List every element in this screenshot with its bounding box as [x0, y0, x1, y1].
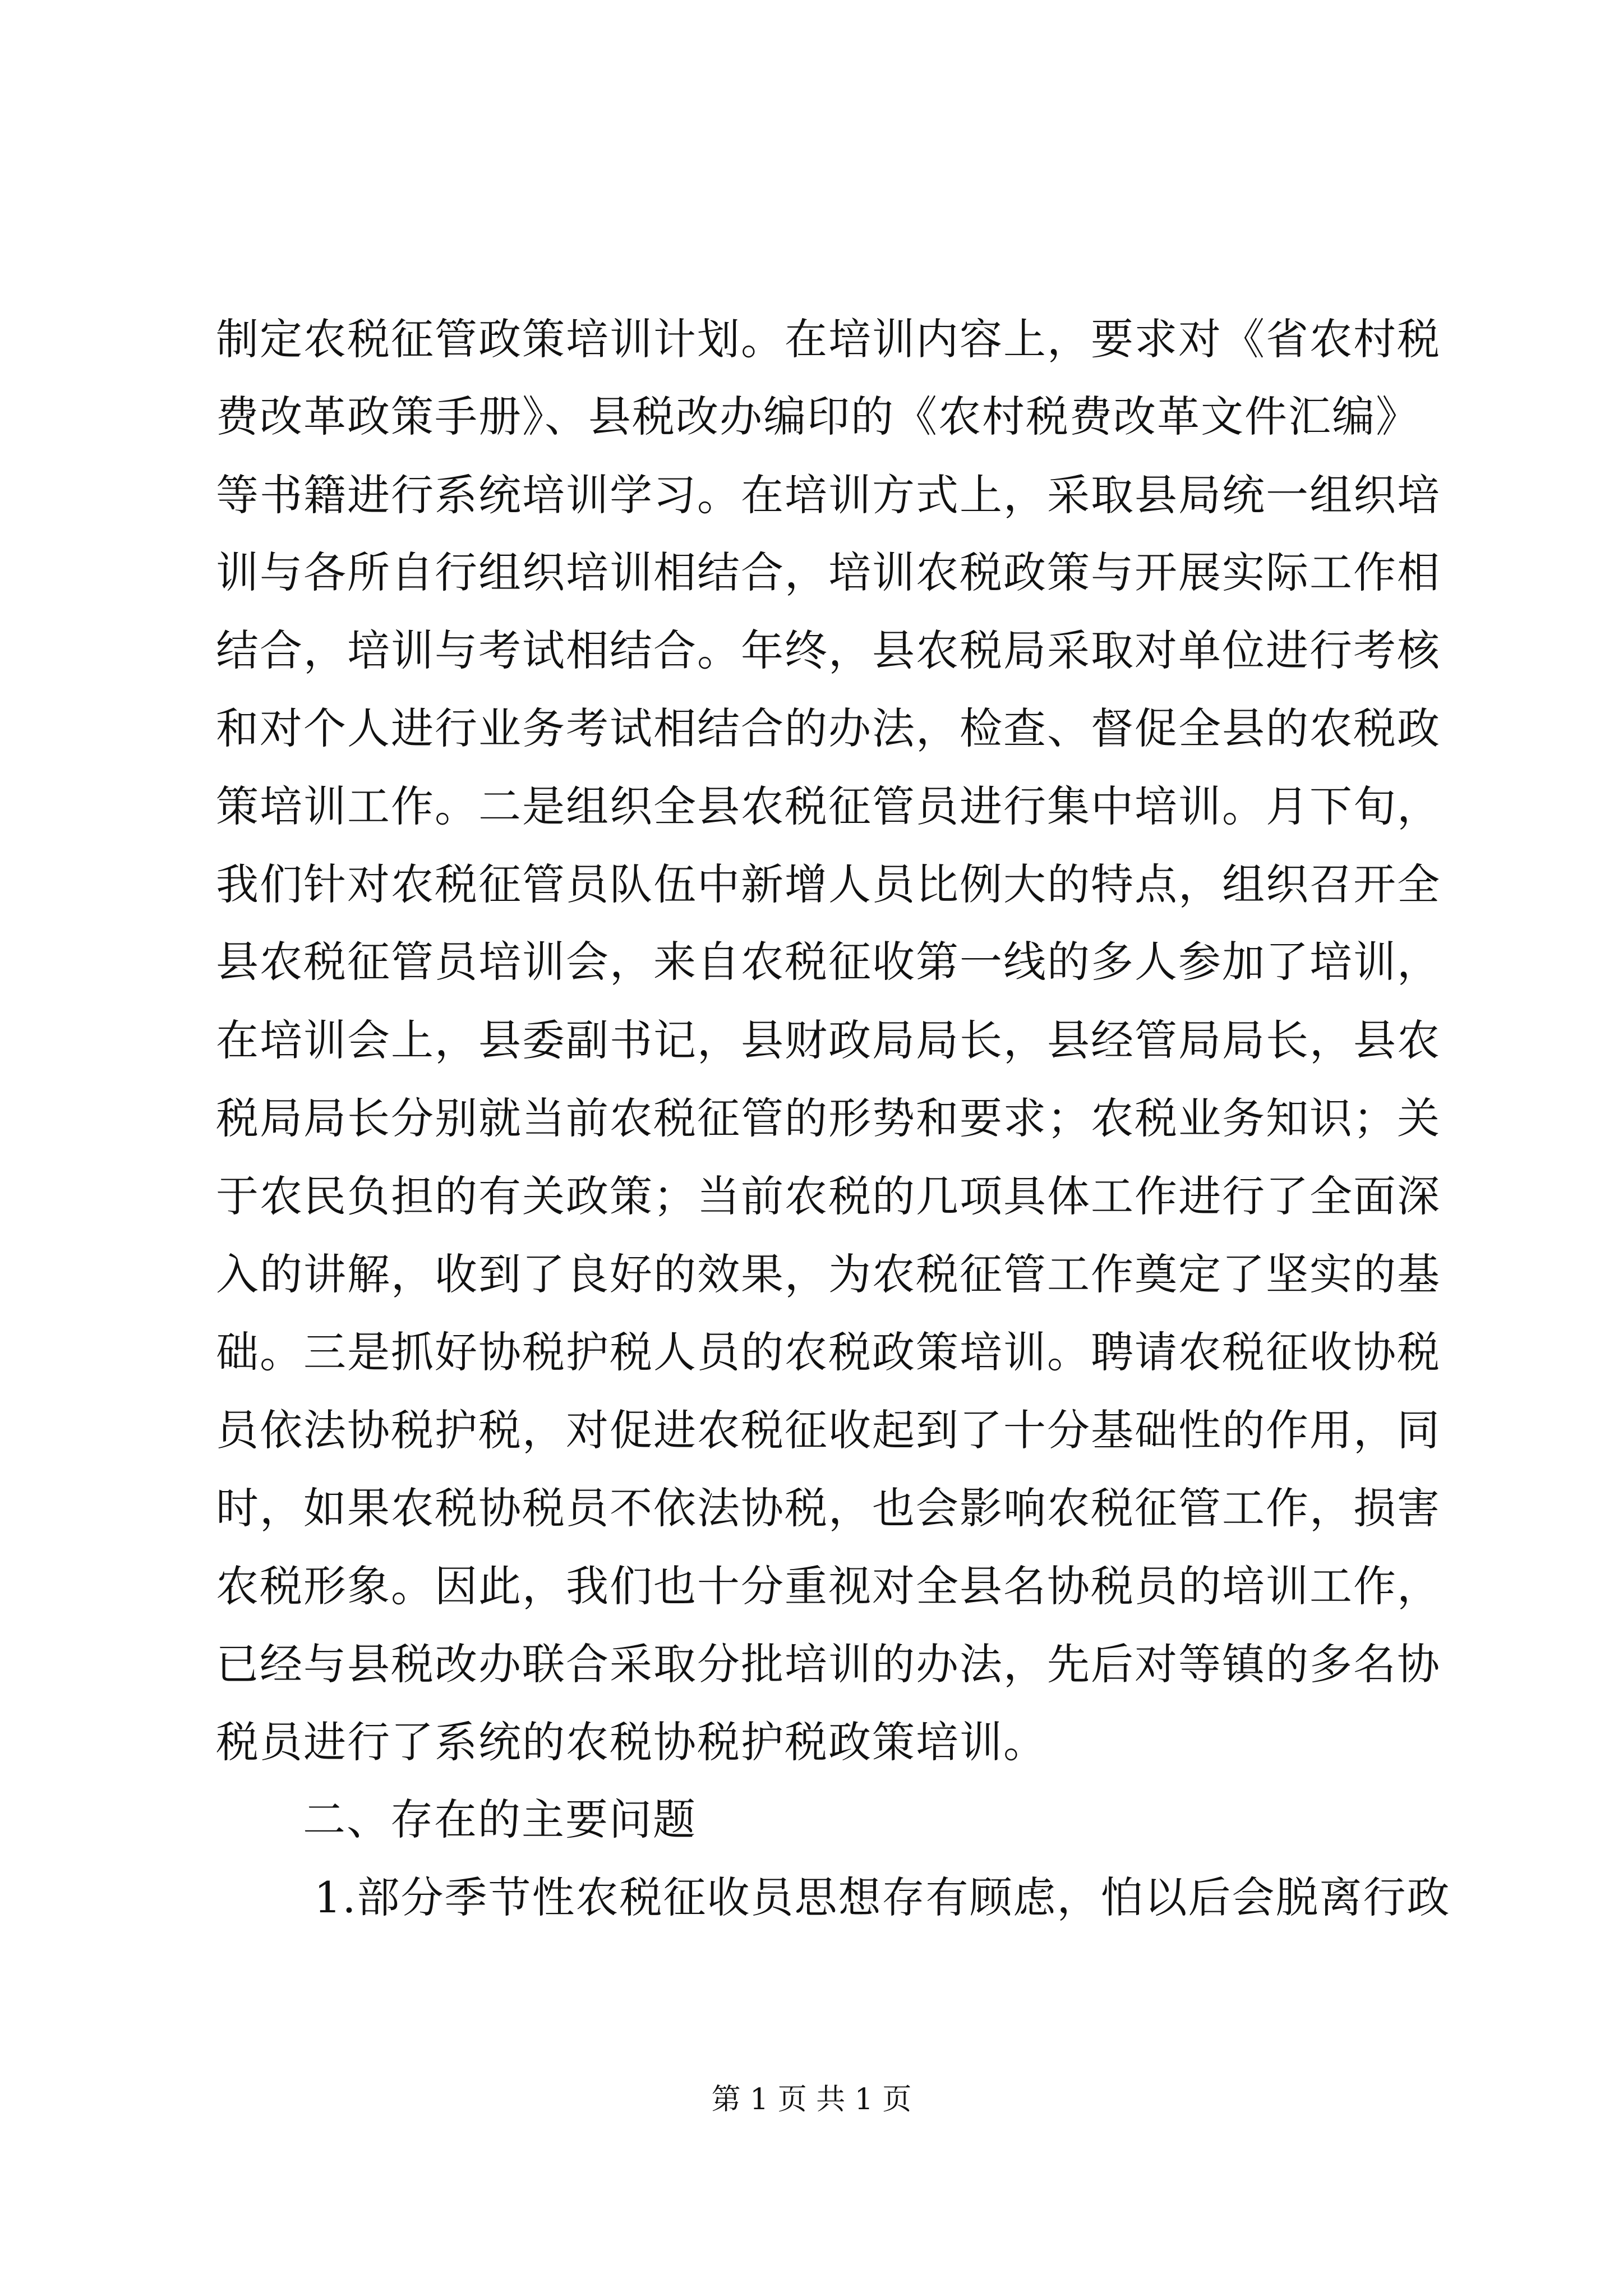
page-number-footer: 第 1 页 共 1 页 — [711, 2083, 912, 2116]
list-item-1: 1.部分季节性农税征收员思想存有顾虑，怕以后会脱离行政 — [314, 1872, 1451, 1922]
body-line: 入的讲解，收到了良好的效果，为农税征管工作奠定了坚实的基 — [216, 1249, 1441, 1299]
body-line: 费改革政策手册》、县税改办编印的《农村税费改革文件汇编》 — [216, 392, 1419, 441]
body-line: 础。三是抓好协税护税人员的农税政策培训。聘请农税征收协税 — [216, 1327, 1441, 1377]
body-line: 等书籍进行系统培训学习。在培训方式上，采取县局统一组织培 — [216, 470, 1441, 520]
body-line: 结合，培训与考试相结合。年终，县农税局采取对单位进行考核 — [216, 625, 1441, 675]
body-line: 时，如果农税协税员不依法协税，也会影响农税征管工作，损害 — [216, 1483, 1441, 1533]
body-line: 农税形象。因此，我们也十分重视对全县名协税员的培训工作， — [216, 1561, 1441, 1611]
body-line: 县农税征管员培训会，来自农税征收第一线的多人参加了培训， — [216, 937, 1441, 987]
body-line: 我们针对农税征管员队伍中新增人员比例大的特点，组织召开全 — [216, 859, 1441, 909]
body-line: 训与各所自行组织培训相结合，培训农税政策与开展实际工作相 — [216, 547, 1441, 597]
body-line: 策培训工作。二是组织全县农税征管员进行集中培训。月下旬， — [216, 781, 1441, 831]
body-line: 在培训会上，县委副书记，县财政局局长，县经管局局长，县农 — [216, 1015, 1441, 1065]
body-line: 已经与县税改办联合采取分批培训的办法，先后对等镇的多名协 — [216, 1639, 1441, 1689]
body-line: 税局局长分别就当前农税征管的形势和要求；农税业务知识；关 — [216, 1093, 1441, 1143]
body-line: 和对个人进行业务考试相结合的办法，检查、督促全县的农税政 — [216, 703, 1441, 753]
section-heading: 二、存在的主要问题 — [303, 1795, 697, 1844]
body-line: 于农民负担的有关政策；当前农税的几项具体工作进行了全面深 — [216, 1171, 1441, 1221]
body-line: 员依法协税护税，对促进农税征收起到了十分基础性的作用，同 — [216, 1405, 1441, 1455]
body-line: 制定农税征管政策培训计划。在培训内容上，要求对《省农村税 — [216, 314, 1441, 364]
body-line: 税员进行了系统的农税协税护税政策培训。 — [216, 1717, 1047, 1767]
